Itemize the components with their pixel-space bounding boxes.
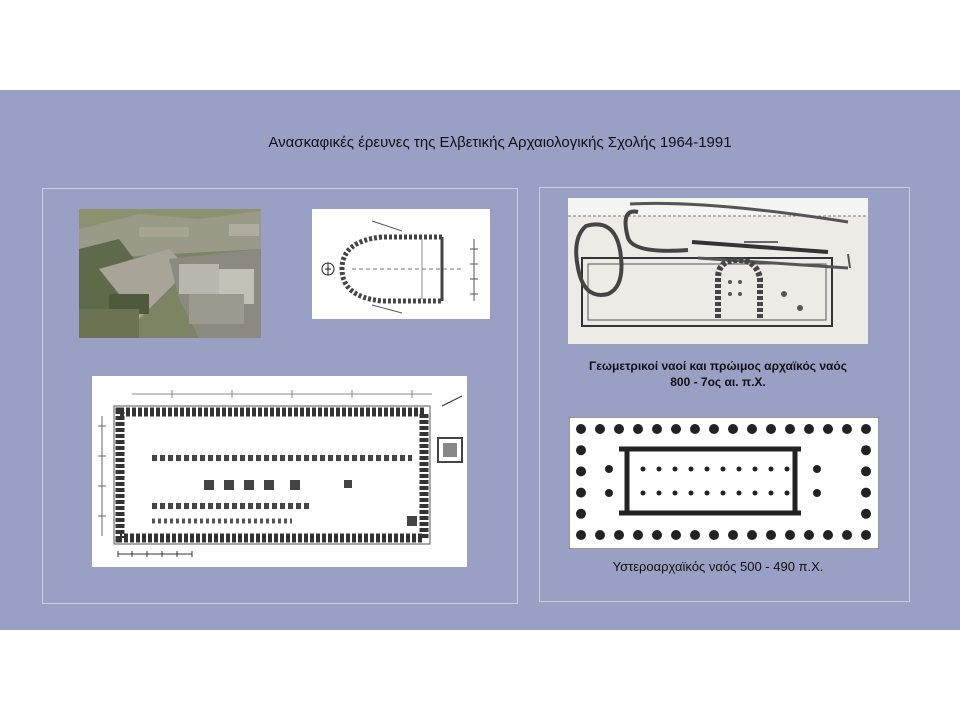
caption-geometric-temples-line2: 800 - 7ος αι. π.Χ. [670,375,766,389]
excavation-photo [79,209,261,338]
rectangular-plan-drawing [92,376,467,567]
caption-geometric-temples-line1: Γεωμετρικοί ναοί και πρώιμος αρχαϊκός ναός [588,359,847,373]
apsidal-plan-drawing [312,209,490,319]
geometric-temples-plan [568,198,868,344]
late-archaic-temple-plan [569,417,879,549]
caption-late-archaic-temple: Υστεροαρχαϊκός ναός 500 - 490 π.Χ. [612,559,824,574]
slide-title: Ανασκαφικές έρευνες της Ελβετικής Αρχαιολογικής Σχολής 1964-1991 [268,134,732,151]
